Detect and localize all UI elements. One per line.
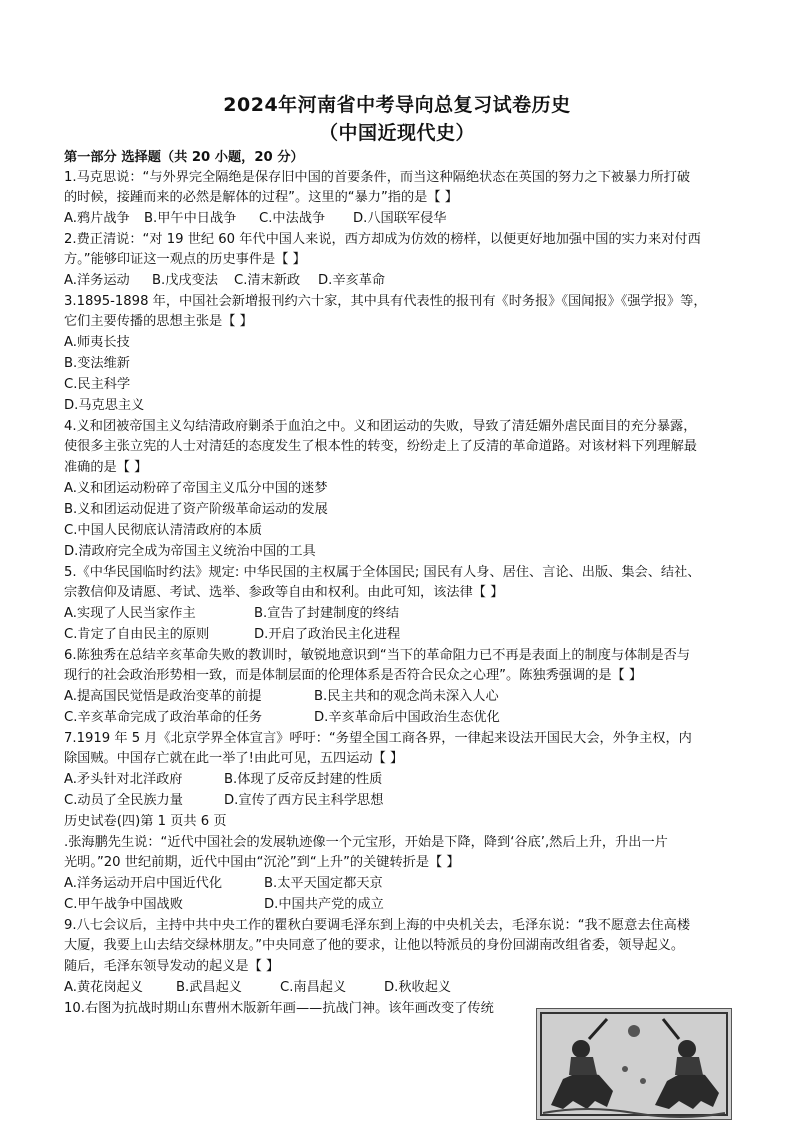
option-b[interactable]: B.宣告了封建制度的终结 <box>254 606 400 621</box>
question-2-text-line-2: 方。”能够印证这一观点的历史事件是【 】 <box>64 252 306 267</box>
question-9-options <box>64 978 744 998</box>
option-d[interactable]: D.八国联军侵华 <box>353 211 447 226</box>
option-d[interactable]: D.辛亥革命 <box>318 273 386 288</box>
question-8-text-line-2: 光明。”20 世纪前期，近代中国由“沉沦”到“上升”的关键转折是【 】 <box>64 855 460 870</box>
question-9-text-line-1: 9.八七会议后，主持中共中央工作的瞿秋白要调毛泽东到上海的中央机关去，毛泽东说：“我不愿意去住高楼 <box>64 918 691 933</box>
question-3-option-d[interactable]: D.马克思主义 <box>64 398 145 413</box>
question-5-text-line-1: 5.《中华民国临时约法》规定: 中华民国的主权属于全体国民; 国民有人身、居住、言论、出版、集会、结社、 <box>64 565 701 580</box>
question-7-text-line-2: 除国贼。中国存亡就在此一举了!由此可见，五四运动【 】 <box>64 751 404 766</box>
option-a[interactable]: A.洋务运动开启中国近代化 <box>64 876 223 891</box>
option-c[interactable]: C.清末新政 <box>234 273 301 288</box>
question-2-text-line-1: 2.费正清说：“对 19 世纪 60 年代中国人来说，西方却成为仿效的榜样，以便更好地加强中国的实力来对付西 <box>64 232 701 247</box>
page-footer: 历史试卷(四)第 1 页共 6 页 <box>64 814 227 829</box>
option-c[interactable]: C.动员了全民族力量 <box>64 793 183 808</box>
option-a[interactable]: A.洋务运动 <box>64 273 130 288</box>
question-4-option-a[interactable]: A.义和团运动粉碎了帝国主义瓜分中国的迷梦 <box>64 481 328 496</box>
section-label: 第一部分 选择题（共 20 小题，20 分） <box>64 150 304 165</box>
exam-subtitle: （中国近现代史） <box>318 122 475 144</box>
question-7-options-row-2 <box>64 791 744 811</box>
question-6-options-row-1 <box>64 687 744 707</box>
question-7-text-line-1: 7.1919 年 5 月《北京学界全体宣言》呼吁：“务望全国工商各界，一律起来设法开国民大会，外争主权，内 <box>64 731 692 746</box>
option-c[interactable]: C.中法战争 <box>259 211 326 226</box>
question-8-options-row-1 <box>64 874 744 894</box>
question-5-options-row-2 <box>64 625 744 645</box>
question-3-text-line-2: 它们主要传播的思想主张是【 】 <box>64 314 253 329</box>
question-5-options-row-1 <box>64 604 744 624</box>
question-4-text-line-2: 使很多主张立宪的人士对清廷的态度发生了根本性的转变，纷纷走上了反清的革命道路。对该材料下列理解最 <box>64 439 697 454</box>
question-5-text-line-2: 宗教信仰及请愿、考试、选举、参政等自由和权利。由此可知，该法律【 】 <box>64 585 504 600</box>
option-c[interactable]: C.肯定了自由民主的原则 <box>64 627 210 642</box>
option-a[interactable]: A.鸦片战争 <box>64 211 130 226</box>
question-4-text-line-1: 4.义和团被帝国主义勾结清政府剿杀于血泊之中。义和团运动的失败，导致了清廷媚外虐民面目的充分暴露， <box>64 419 697 434</box>
question-6-options-row-2 <box>64 708 744 728</box>
woodblock-illustration <box>537 1009 731 1119</box>
option-d[interactable]: D.中国共产党的成立 <box>264 897 384 912</box>
option-d[interactable]: D.宣传了西方民主科学思想 <box>224 793 384 808</box>
question-3-text-line-1: 3.1895-1898 年，中国社会新增报刊约六十家，其中具有代表性的报刊有《时务报》《国闻报》《强学报》等， <box>64 294 707 309</box>
question-1-options <box>64 209 744 229</box>
option-b[interactable]: B.甲午中日战争 <box>144 211 237 226</box>
option-a[interactable]: A.实现了人民当家作主 <box>64 606 196 621</box>
question-3-option-b[interactable]: B.变法维新 <box>64 356 130 371</box>
question-6-text-line-1: 6.陈独秀在总结辛亥革命失败的教训时，敏锐地意识到“当下的革命阻力已不再是表面上的制度与体制是否与 <box>64 648 691 663</box>
option-c[interactable]: C.南昌起义 <box>280 980 347 995</box>
question-4-option-b[interactable]: B.义和团运动促进了资产阶级革命运动的发展 <box>64 502 328 517</box>
question-1-text-line-1: 1.马克思说：“与外界完全隔绝是保存旧中国的首要条件，而当这种隔绝状态在英国的努力之下被暴力所打破 <box>64 170 691 185</box>
question-1-text-line-2: 的时候，接踵而来的必然是解体的过程”。这里的“暴力”指的是【 】 <box>64 190 458 205</box>
question-8-text-line-1: .张海鹏先生说：“近代中国社会的发展轨迹像一个元宝形，开始是下降，降到‘谷底’,然后上升，升出一片 <box>64 835 668 850</box>
question-2-options <box>64 271 744 291</box>
question-9-text-line-2: 大厦，我要上山去结交绿林朋友。”中央同意了他的要求，让他以特派员的身份回湖南改组省委，领导起义。 <box>64 938 685 953</box>
option-a[interactable]: A.提高国民觉悟是政治变革的前提 <box>64 689 262 704</box>
option-b[interactable]: B.戊戌变法 <box>152 273 218 288</box>
question-6-text-line-2: 现行的社会政治形势相一致，而是体制层面的伦理体系是否符合民众之心理”。陈独秀强调的是【 】 <box>64 668 643 683</box>
option-c[interactable]: C.甲午战争中国战败 <box>64 897 183 912</box>
question-3-option-c[interactable]: C.民主科学 <box>64 377 131 392</box>
question-10-text-line-1: 10.右图为抗战时期山东曹州木版新年画——抗战门神。该年画改变了传统 <box>64 1001 494 1016</box>
question-7-options-row-1 <box>64 770 744 790</box>
option-b[interactable]: B.太平天国定都天京 <box>264 876 383 891</box>
option-c[interactable]: C.辛亥革命完成了政治革命的任务 <box>64 710 263 725</box>
question-8-options-row-2 <box>64 895 744 915</box>
question-3-option-a[interactable]: A.师夷长技 <box>64 335 130 350</box>
question-9-text-line-3: 随后，毛泽东领导发动的起义是【 】 <box>64 959 280 974</box>
option-a[interactable]: A.黄花岗起义 <box>64 980 143 995</box>
question-4-option-d[interactable]: D.清政府完全成为帝国主义统治中国的工具 <box>64 544 316 559</box>
exam-title: 2024年河南省中考导向总复习试卷历史 <box>223 94 571 116</box>
woodblock-door-god-image <box>536 1008 732 1120</box>
question-4-option-c[interactable]: C.中国人民彻底认清清政府的本质 <box>64 523 263 538</box>
question-4-text-line-3: 准确的是【 】 <box>64 460 148 475</box>
option-b[interactable]: B.体现了反帝反封建的性质 <box>224 772 383 787</box>
option-d[interactable]: D.秋收起义 <box>384 980 452 995</box>
option-d[interactable]: D.辛亥革命后中国政治生态优化 <box>314 710 500 725</box>
option-b[interactable]: B.武昌起义 <box>176 980 242 995</box>
option-d[interactable]: D.开启了政治民主化进程 <box>254 627 401 642</box>
option-a[interactable]: A.矛头针对北洋政府 <box>64 772 183 787</box>
option-b[interactable]: B.民主共和的观念尚未深入人心 <box>314 689 499 704</box>
